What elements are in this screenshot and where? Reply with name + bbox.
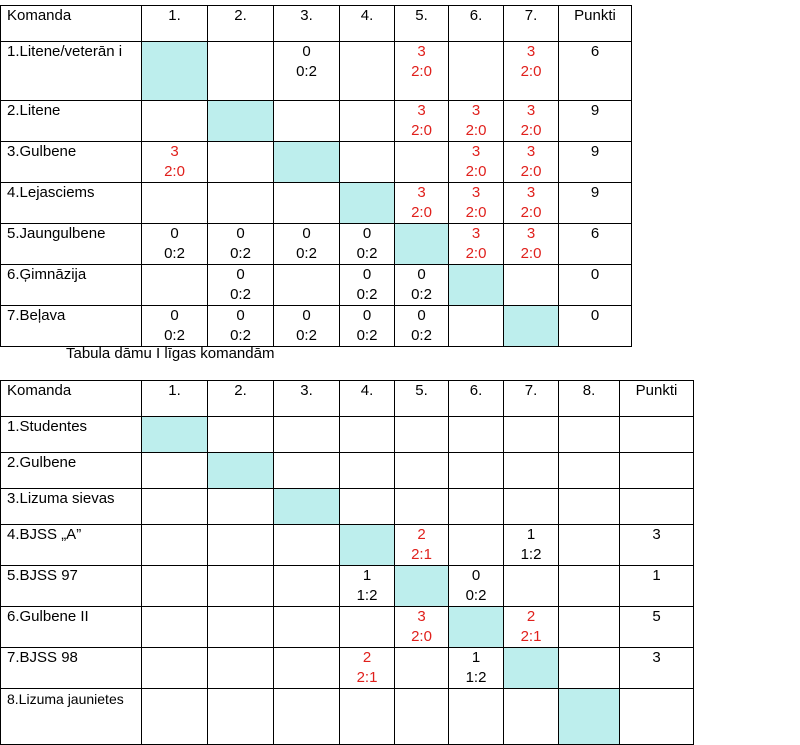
match-points: 3 [471, 143, 481, 160]
result-cell [208, 648, 274, 689]
match-points: 3 [417, 184, 426, 201]
match-score: 1:2 [520, 546, 542, 563]
match-score: 2:1 [411, 546, 432, 563]
result-cell [559, 525, 620, 566]
result-cell [559, 648, 620, 689]
match-points: 0 [170, 307, 179, 324]
result-cell [395, 489, 449, 525]
match-points: 1 [362, 567, 372, 584]
result-cell [340, 689, 395, 745]
result-cell [504, 453, 559, 489]
match-points: 0 [362, 307, 372, 324]
team-name: 8.Lizuma jaunietes [1, 689, 142, 745]
result-cell [208, 42, 274, 101]
result-cell [449, 224, 504, 265]
table-row [1, 566, 694, 607]
diagonal-cell [449, 607, 504, 648]
diagonal-cell [142, 417, 208, 453]
header-col-1: 1. [142, 381, 208, 417]
result-cell [449, 417, 504, 453]
match-points: 3 [526, 143, 536, 160]
standings-table-2 [0, 380, 694, 745]
team-name: 3.Gulbene [1, 142, 142, 183]
result-cell [274, 417, 340, 453]
match-score: 0:2 [296, 63, 317, 80]
result-cell [274, 183, 340, 224]
header-team: Komanda [1, 6, 142, 42]
result-cell [208, 417, 274, 453]
match-score: 0:2 [356, 286, 378, 303]
match-score: 2:0 [411, 204, 432, 221]
team-name: 7.BJSS 98 [1, 648, 142, 689]
table-row [1, 42, 632, 101]
diagonal-cell [208, 101, 274, 142]
diagonal-cell [142, 42, 208, 101]
result-cell [208, 265, 274, 306]
result-cell [274, 224, 340, 265]
table-row [1, 489, 694, 525]
header-points: Punkti [559, 6, 632, 42]
result-cell [208, 142, 274, 183]
match-points: 3 [417, 102, 426, 119]
team-name: 3.Lizuma sievas [1, 489, 142, 525]
match-score: 2:0 [411, 628, 432, 645]
result-cell [340, 142, 395, 183]
result-cell [395, 142, 449, 183]
match-points: 0 [471, 567, 481, 584]
result-cell [559, 489, 620, 525]
match-points: 3 [471, 184, 481, 201]
match-score: 2:0 [465, 204, 487, 221]
match-points: 1 [526, 526, 536, 543]
match-score: 2:0 [520, 63, 542, 80]
match-points: 0 [302, 43, 311, 60]
team-name: 1.Litene/veterān i [1, 42, 142, 101]
result-cell [395, 689, 449, 745]
match-points: 2 [526, 608, 536, 625]
match-score: 1:2 [356, 587, 378, 604]
result-cell [504, 689, 559, 745]
match-score: 0:2 [465, 587, 487, 604]
result-cell [142, 566, 208, 607]
points-cell: 9 [559, 142, 632, 183]
standings-table-1 [0, 5, 632, 347]
match-score: 0:2 [296, 245, 317, 262]
match-points: 0 [362, 266, 372, 283]
match-points: 3 [471, 225, 481, 242]
result-cell [395, 183, 449, 224]
points-cell [620, 689, 694, 745]
result-cell [142, 648, 208, 689]
match-points: 0 [302, 225, 311, 242]
match-points: 3 [526, 184, 536, 201]
result-cell [559, 417, 620, 453]
table-row [1, 142, 632, 183]
diagonal-cell [449, 265, 504, 306]
match-score: 2:0 [520, 163, 542, 180]
diagonal-cell [274, 489, 340, 525]
team-name: 1.Studentes [1, 417, 142, 453]
match-score: 0:2 [356, 245, 378, 262]
table-row [1, 607, 694, 648]
result-cell [449, 566, 504, 607]
header-col-7: 7. [504, 6, 559, 42]
points-cell [620, 489, 694, 525]
match-score: 0:2 [230, 286, 251, 303]
header-col-2: 2. [208, 6, 274, 42]
result-cell [208, 566, 274, 607]
table-row [1, 224, 632, 265]
header-col-5: 5. [395, 381, 449, 417]
result-cell [274, 689, 340, 745]
points-cell: 0 [559, 306, 632, 347]
match-points: 2 [362, 649, 372, 666]
match-score: 2:0 [520, 122, 542, 139]
match-score: 0:2 [164, 327, 185, 344]
team-name: 6.Gulbene II [1, 607, 142, 648]
table-row [1, 101, 632, 142]
result-cell [142, 265, 208, 306]
table-caption: Tabula dāmu I līgas komandām [66, 345, 275, 362]
match-points: 0 [362, 225, 372, 242]
match-points: 3 [526, 43, 536, 60]
header-col-8: 8. [559, 381, 620, 417]
result-cell [142, 689, 208, 745]
result-cell [208, 306, 274, 347]
table-row [1, 453, 694, 489]
result-cell [142, 489, 208, 525]
header-col-6: 6. [449, 6, 504, 42]
team-name: 4.Lejasciems [1, 183, 142, 224]
result-cell [274, 648, 340, 689]
points-cell: 9 [559, 183, 632, 224]
table-row [1, 648, 694, 689]
table-row [1, 525, 694, 566]
result-cell [504, 265, 559, 306]
result-cell [274, 265, 340, 306]
match-points: 0 [170, 225, 179, 242]
result-cell [395, 607, 449, 648]
diagonal-cell [340, 525, 395, 566]
result-cell [559, 566, 620, 607]
points-cell: 6 [559, 224, 632, 265]
result-cell [449, 142, 504, 183]
result-cell [274, 525, 340, 566]
match-points: 0 [302, 307, 311, 324]
result-cell [274, 453, 340, 489]
table-row [1, 689, 694, 745]
header-col-1: 1. [142, 6, 208, 42]
match-points: 3 [417, 43, 426, 60]
diagonal-cell [504, 648, 559, 689]
header-col-4: 4. [340, 6, 395, 42]
result-cell [559, 453, 620, 489]
match-score: 0:2 [164, 245, 185, 262]
result-cell [340, 42, 395, 101]
result-cell [340, 607, 395, 648]
match-points: 1 [471, 649, 481, 666]
team-name: 2.Litene [1, 101, 142, 142]
result-cell [274, 101, 340, 142]
result-cell [142, 224, 208, 265]
result-cell [395, 42, 449, 101]
diagonal-cell [395, 566, 449, 607]
match-points: 3 [417, 608, 426, 625]
header-col-3: 3. [274, 6, 340, 42]
header-points: Punkti [620, 381, 694, 417]
result-cell [340, 101, 395, 142]
result-cell [142, 453, 208, 489]
result-cell [449, 689, 504, 745]
match-points: 2 [417, 526, 426, 543]
result-cell [274, 607, 340, 648]
points-cell: 0 [559, 265, 632, 306]
match-score: 2:0 [465, 245, 487, 262]
points-cell [620, 417, 694, 453]
result-cell [142, 101, 208, 142]
header-col-4: 4. [340, 381, 395, 417]
match-score: 2:1 [356, 669, 378, 686]
result-cell [504, 607, 559, 648]
match-score: 1:2 [465, 669, 487, 686]
points-cell: 5 [620, 607, 694, 648]
result-cell [504, 183, 559, 224]
result-cell [504, 101, 559, 142]
table-header-row [1, 6, 632, 42]
result-cell [274, 566, 340, 607]
match-score: 2:0 [411, 122, 432, 139]
result-cell [340, 453, 395, 489]
match-score: 0:2 [230, 327, 251, 344]
match-score: 2:0 [465, 163, 487, 180]
match-points: 0 [417, 266, 426, 283]
result-cell [142, 183, 208, 224]
result-cell [395, 417, 449, 453]
table-header-row [1, 381, 694, 417]
match-points: 0 [236, 307, 245, 324]
result-cell [142, 142, 208, 183]
points-cell [620, 453, 694, 489]
result-cell [208, 183, 274, 224]
match-score: 2:1 [520, 628, 542, 645]
diagonal-cell [395, 224, 449, 265]
result-cell [559, 607, 620, 648]
result-cell [142, 306, 208, 347]
result-cell [395, 306, 449, 347]
team-name: 6.Ģimnāzija [1, 265, 142, 306]
result-cell [274, 42, 340, 101]
points-cell: 1 [620, 566, 694, 607]
header-col-5: 5. [395, 6, 449, 42]
match-score: 0:2 [356, 327, 378, 344]
match-points: 3 [526, 225, 536, 242]
result-cell [395, 648, 449, 689]
result-cell [340, 648, 395, 689]
points-cell: 3 [620, 525, 694, 566]
match-score: 0:2 [411, 327, 432, 344]
result-cell [340, 265, 395, 306]
result-cell [395, 525, 449, 566]
table-row [1, 306, 632, 347]
table-row [1, 183, 632, 224]
result-cell [449, 525, 504, 566]
result-cell [208, 224, 274, 265]
match-points: 0 [236, 225, 245, 242]
result-cell [274, 306, 340, 347]
result-cell [449, 183, 504, 224]
team-name: 4.BJSS „A” [1, 525, 142, 566]
result-cell [395, 101, 449, 142]
result-cell [208, 489, 274, 525]
team-name: 5.BJSS 97 [1, 566, 142, 607]
match-score: 2:0 [520, 245, 542, 262]
match-score: 2:0 [465, 122, 487, 139]
result-cell [449, 306, 504, 347]
header-col-7: 7. [504, 381, 559, 417]
result-cell [340, 489, 395, 525]
team-name: 2.Gulbene [1, 453, 142, 489]
match-score: 2:0 [520, 204, 542, 221]
header-col-2: 2. [208, 381, 274, 417]
diagonal-cell [340, 183, 395, 224]
diagonal-cell [274, 142, 340, 183]
result-cell [504, 417, 559, 453]
result-cell [449, 101, 504, 142]
points-cell: 9 [559, 101, 632, 142]
result-cell [340, 566, 395, 607]
match-points: 3 [170, 143, 179, 160]
match-score: 0:2 [230, 245, 251, 262]
result-cell [504, 142, 559, 183]
header-col-6: 6. [449, 381, 504, 417]
result-cell [340, 224, 395, 265]
result-cell [340, 417, 395, 453]
result-cell [504, 42, 559, 101]
result-cell [208, 607, 274, 648]
result-cell [504, 489, 559, 525]
table-row [1, 417, 694, 453]
result-cell [449, 489, 504, 525]
match-score: 2:0 [164, 163, 185, 180]
team-name: 5.Jaungulbene [1, 224, 142, 265]
diagonal-cell [208, 453, 274, 489]
result-cell [504, 224, 559, 265]
match-score: 0:2 [411, 286, 432, 303]
result-cell [449, 648, 504, 689]
match-points: 0 [417, 307, 426, 324]
header-team: Komanda [1, 381, 142, 417]
result-cell [504, 566, 559, 607]
result-cell [340, 306, 395, 347]
result-cell [208, 689, 274, 745]
points-cell: 3 [620, 648, 694, 689]
diagonal-cell [504, 306, 559, 347]
match-score: 2:0 [411, 63, 432, 80]
result-cell [449, 453, 504, 489]
header-col-3: 3. [274, 381, 340, 417]
match-points: 3 [526, 102, 536, 119]
diagonal-cell [559, 689, 620, 745]
match-score: 0:2 [296, 327, 317, 344]
team-name: 7.Beļava [1, 306, 142, 347]
match-points: 3 [471, 102, 481, 119]
result-cell [142, 525, 208, 566]
table-row [1, 265, 632, 306]
result-cell [142, 607, 208, 648]
result-cell [504, 525, 559, 566]
result-cell [395, 453, 449, 489]
result-cell [395, 265, 449, 306]
result-cell [208, 525, 274, 566]
points-cell: 6 [559, 42, 632, 101]
match-points: 0 [236, 266, 245, 283]
result-cell [449, 42, 504, 101]
